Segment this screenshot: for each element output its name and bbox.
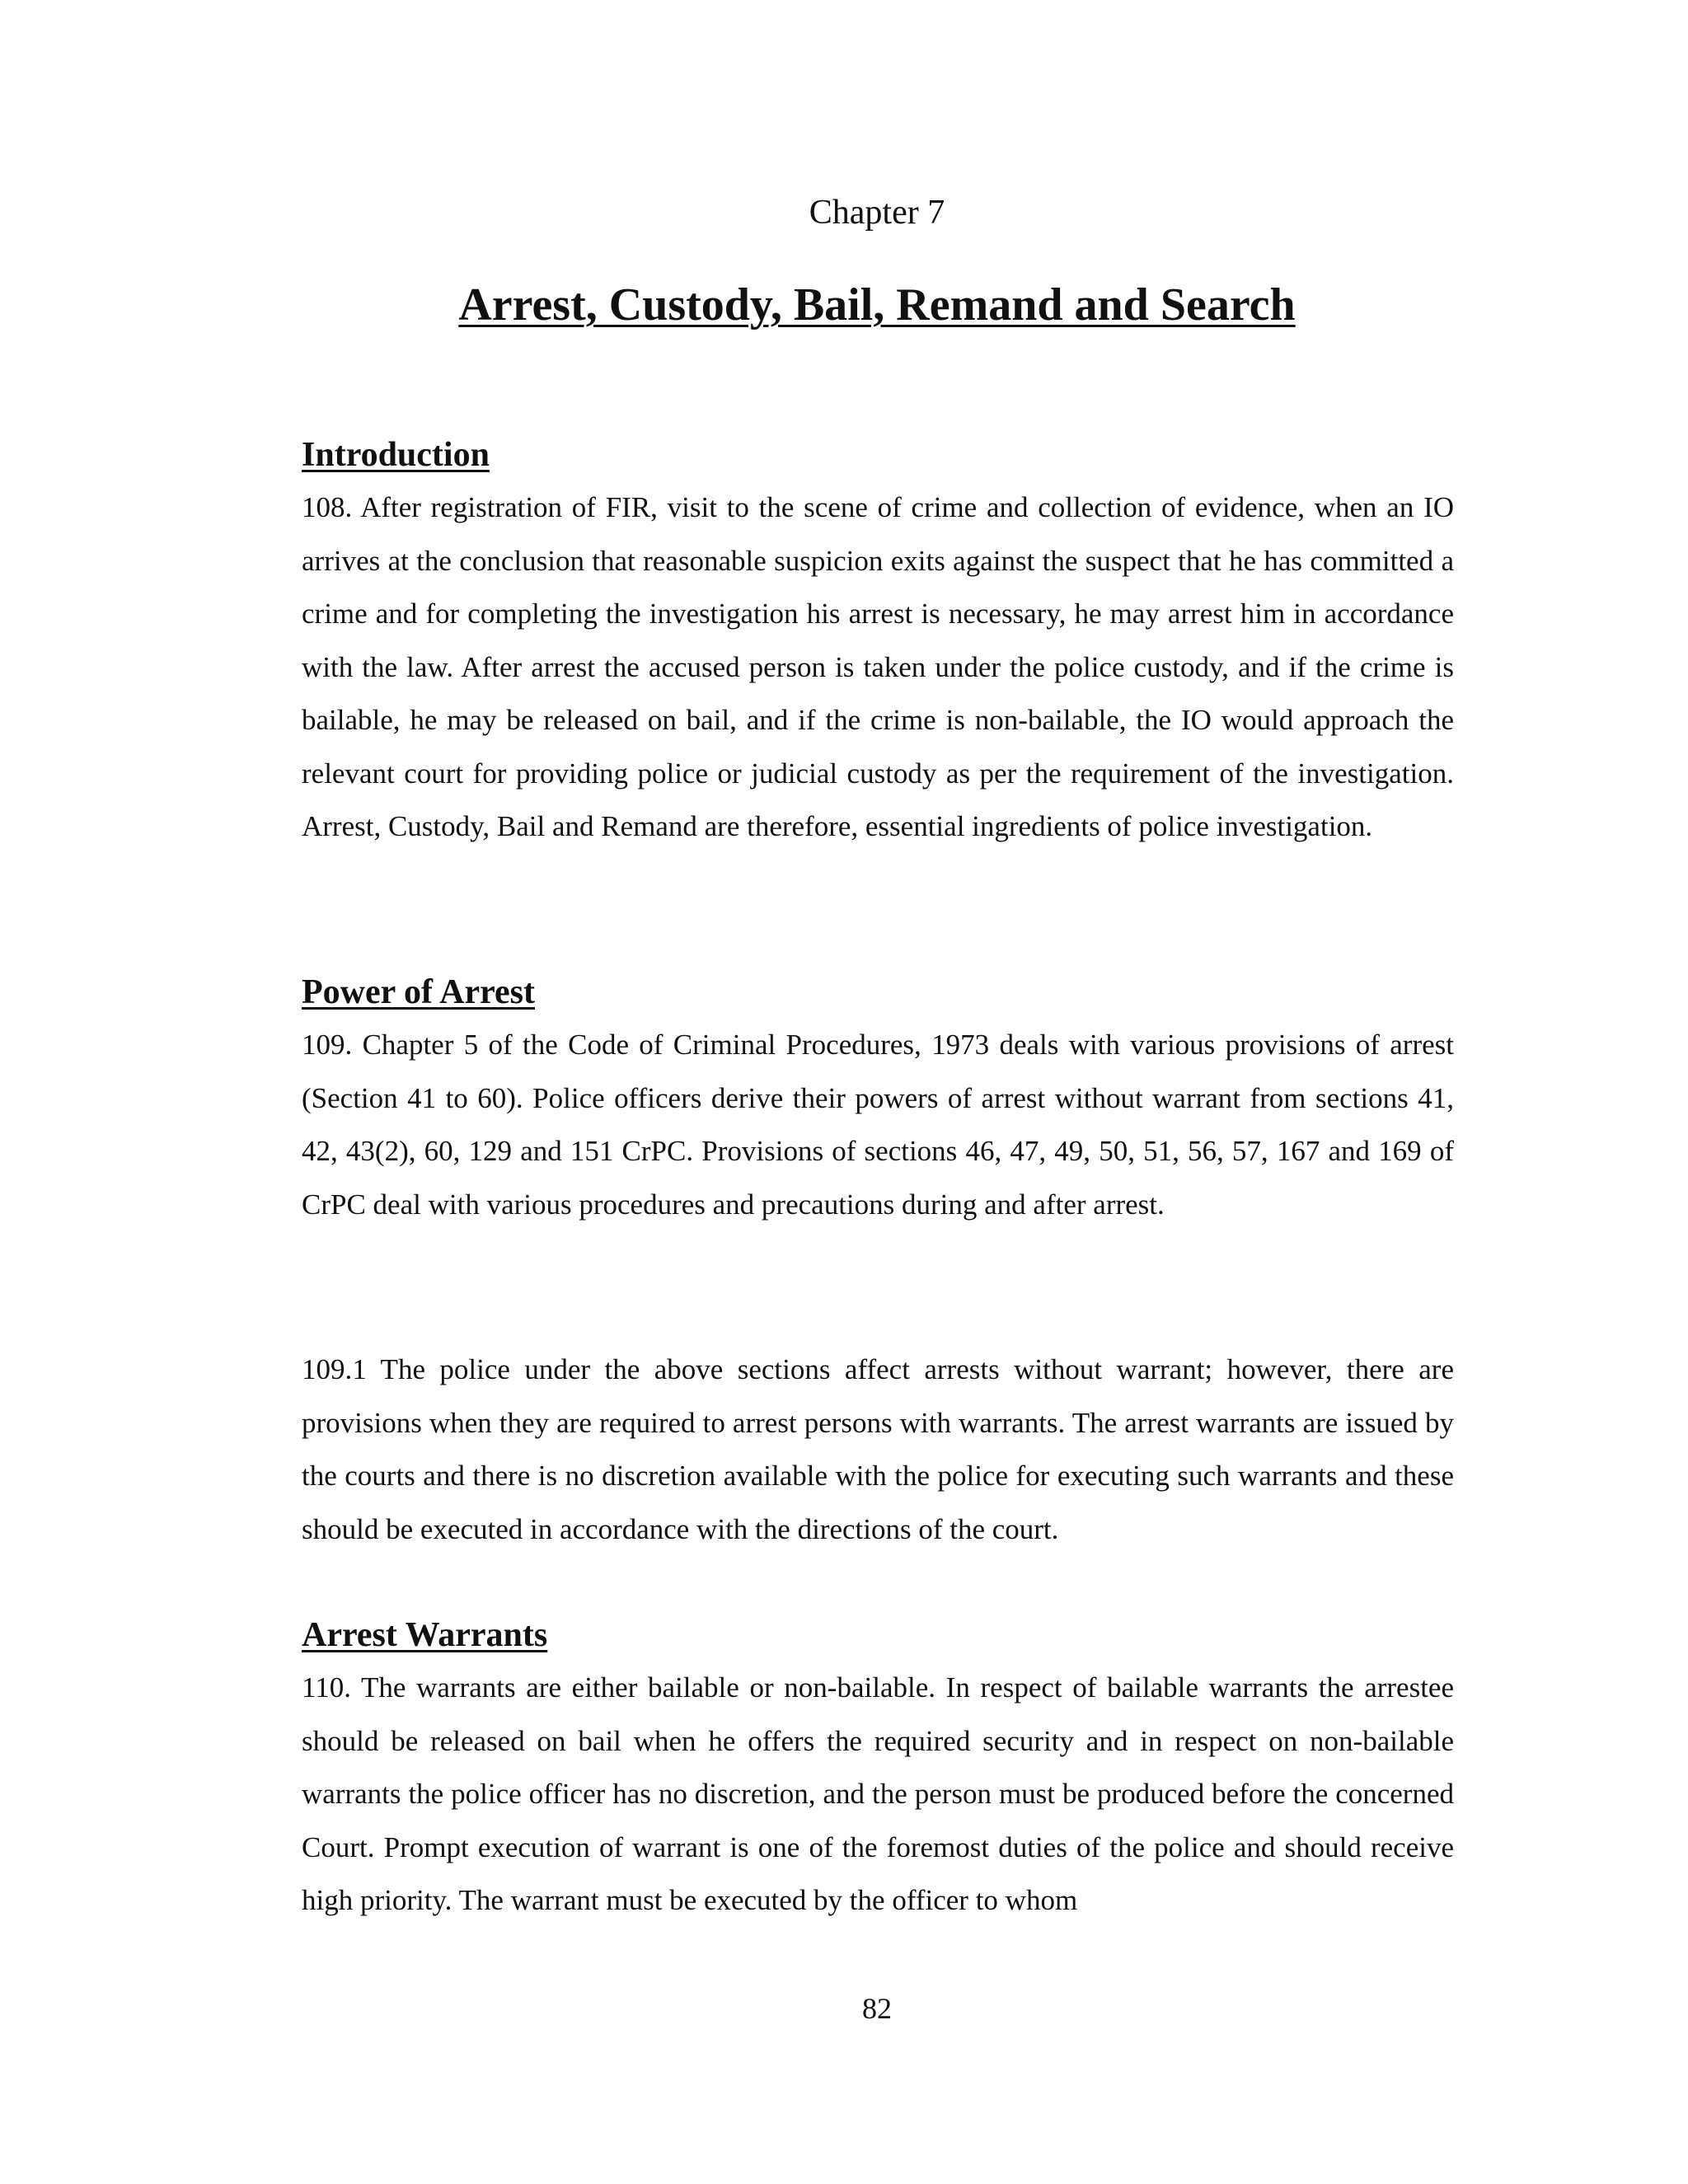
chapter-label: Chapter 7 bbox=[809, 194, 945, 232]
section-heading-introduction: Introduction bbox=[302, 436, 490, 474]
chapter-title: Arrest, Custody, Bail, Remand and Search bbox=[458, 279, 1296, 330]
page-number: 82 bbox=[862, 1992, 892, 2025]
paragraph-109: 109. Chapter 5 of the Code of Criminal Procedures, 1973 deals with various provisions of arrest (Section 41 to 60). Police officers derive their powers of arrest without warrant from sections 41, 42, 43(2), 60, 129 and 151 CrPC. Provisions of sections 46, 47, 49, 50, 51, 56, 57, 167 and 169 of CrPC deal with various procedures and precautions during and after arrest. bbox=[302, 1029, 1454, 1221]
paragraph-108: 108. After registration of FIR, visit to the scene of crime and collection of evidence, when an IO arrives at the conclusion that reasonable suspicion exits against the suspect that he has committed a crime and for completing the investigation his arrest is necessary, he may arrest him in accordance with the law. After arrest the accused person is taken under the police custody, and if the crime is bailable, he may be released on bail, and if the crime is non-bailable, the IO would approach the relevant court for providing police or judicial custody as per the requirement of the investigation. Arrest, Custody, Bail and Remand are therefore, essential ingredients of police investigation. bbox=[302, 491, 1454, 842]
section-heading-arrest-warrants: Arrest Warrants bbox=[302, 1616, 548, 1654]
paragraph-110: 110. The warrants are either bailable or non-bailable. In respect of bailable warrants the arrestee should be released on bail when he offers the required security and in respect on non-bailable warrants the police officer has no discretion, and the person must be produced before the concerned Court. Prompt execution of warrant is one of the foremost duties of the police and should receive high priority. The warrant must be executed by the officer to whom bbox=[302, 1671, 1454, 1916]
section-introduction bbox=[302, 432, 1454, 854]
section-heading-power-of-arrest: Power of Arrest bbox=[302, 973, 536, 1011]
section-power-of-arrest bbox=[302, 969, 1454, 1231]
section-power-of-arrest-continued bbox=[302, 1343, 1454, 1556]
section-arrest-warrants bbox=[302, 1612, 1454, 1928]
paragraph-109-1: 109.1 The police under the above sections affect arrests without warrant; however, there are provisions when they are required to arrest persons with warrants. The arrest warrants are issued by the courts and there is no discretion available with the police for executing such warrants and these should be executed in accordance with the directions of the court. bbox=[302, 1353, 1454, 1545]
